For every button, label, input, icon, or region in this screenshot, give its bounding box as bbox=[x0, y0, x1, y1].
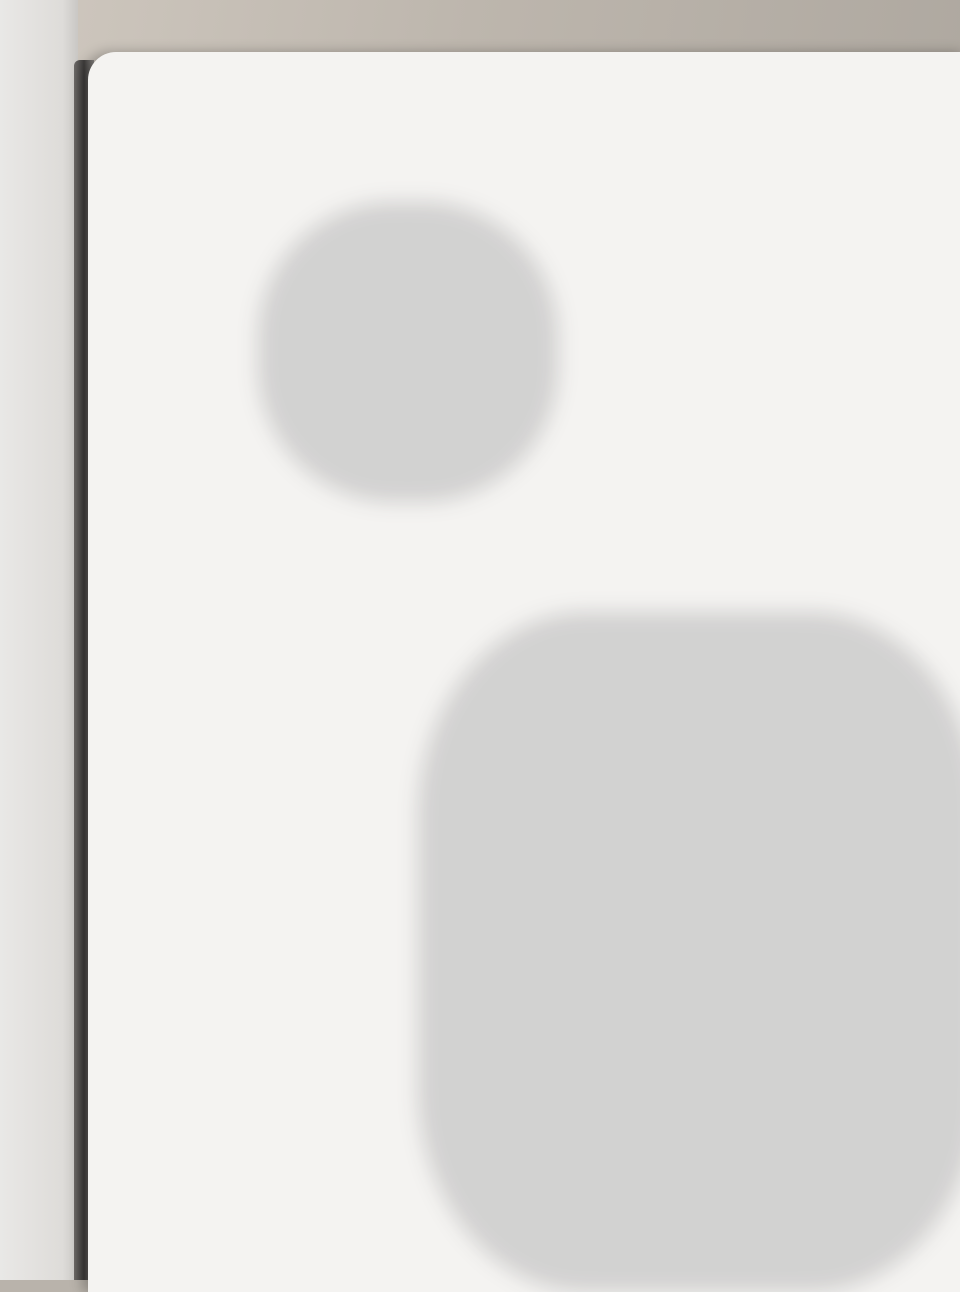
hand-shadow bbox=[418, 612, 960, 1292]
hand-shadow bbox=[258, 202, 558, 502]
right-page bbox=[88, 52, 960, 1292]
left-page bbox=[0, 0, 78, 1280]
